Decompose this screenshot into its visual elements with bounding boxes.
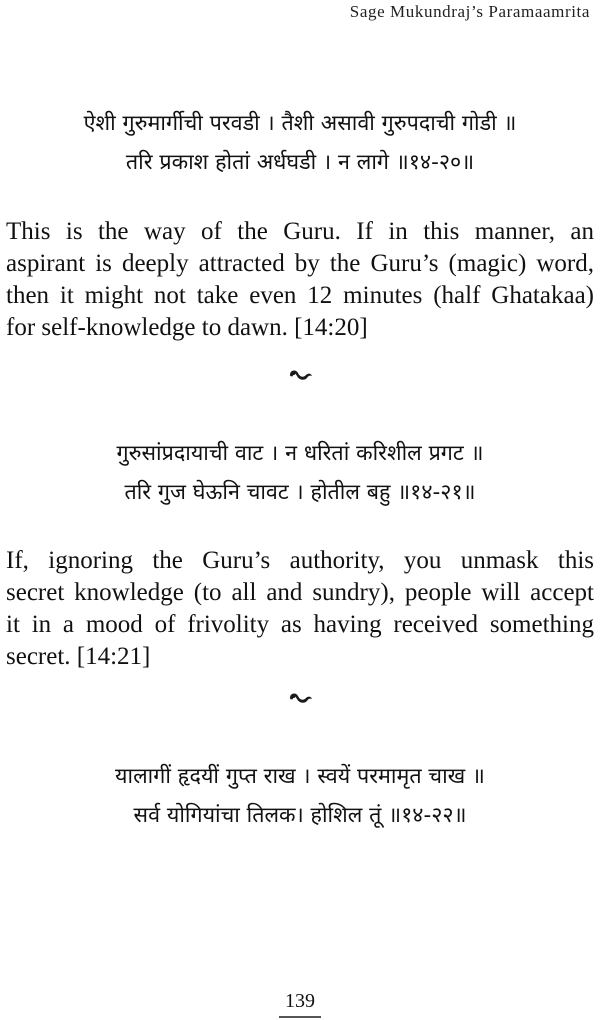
translation-line: it in a mood of frivolity as having received something	[6, 611, 594, 638]
verse-14-21	[0, 434, 600, 512]
verse-14-20	[0, 104, 600, 182]
translation-line: then it might not take even 12 minutes (half Ghatakaa)	[6, 282, 594, 309]
translation-line: If, ignoring the Guru’s authority, you unmask this	[6, 547, 594, 574]
page-number-underline	[279, 1016, 321, 1018]
translation-line: aspirant is deeply attracted by the Guru’s (magic) word,	[6, 250, 594, 277]
verse-line: सर्व योगियांचा तिलक। होशिल तूं ॥१४-२२॥	[133, 803, 467, 828]
fleuron-icon	[288, 367, 314, 381]
verse-line: तरि गुज घेऊनि चावट । होतील बहु ॥१४-२१॥	[124, 480, 476, 505]
fleuron-icon	[288, 690, 314, 704]
translation-line: This is the way of the Guru. If in this manner, an	[6, 218, 594, 245]
page-number: 139	[285, 990, 315, 1012]
translation-14-20	[6, 216, 594, 344]
verse-line: तरि प्रकाश होतां अर्धघडी । न लागे ॥१४-२०॥	[125, 150, 475, 175]
verse-line: ऐशी गुरुमार्गीची परवडी । तैशी असावी गुरुपदाची गोडी ॥	[83, 111, 517, 136]
verse-line: गुरुसांप्रदायाची वाट । न धरितां करिशील प्रगट ॥	[116, 441, 484, 466]
translation-14-21	[6, 545, 594, 673]
translation-line: secret. [14:21]	[6, 643, 151, 670]
running-header: Sage Mukundraj’s Paramaamrita	[349, 2, 590, 21]
verse-14-22	[0, 757, 600, 835]
translation-line: for self-knowledge to dawn. [14:20]	[6, 314, 368, 341]
translation-line: secret knowledge (to all and sundry), people will accept	[6, 579, 594, 606]
verse-line: यालागीं हृदयीं गुप्त राख । स्वयें परमामृत चाख ॥	[115, 764, 485, 789]
